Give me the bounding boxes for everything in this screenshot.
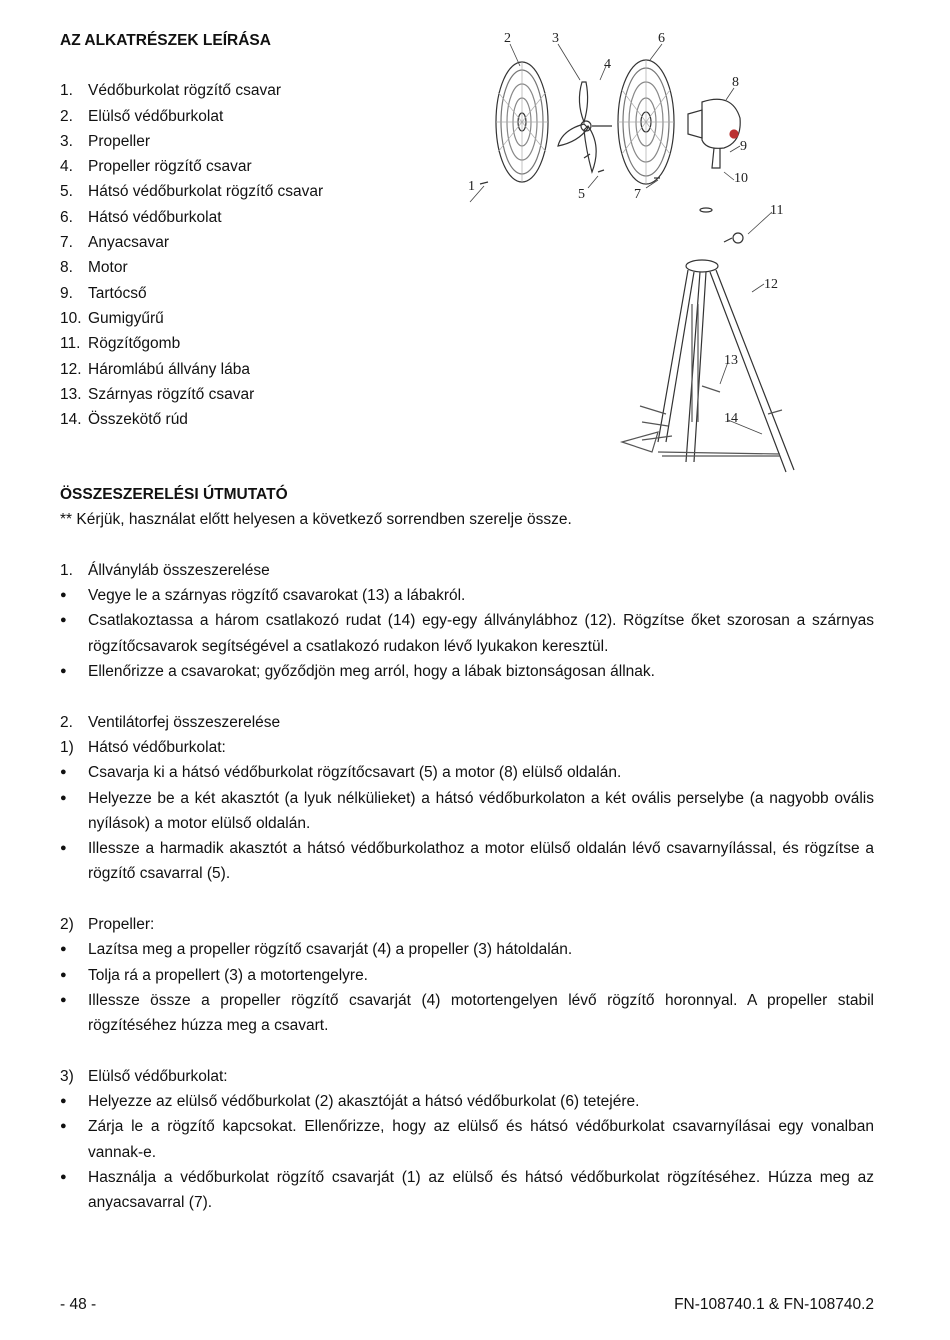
bullet-icon: ● xyxy=(60,943,67,956)
part-label: Gumigyűrű xyxy=(88,309,164,327)
step-2-title: 2. Ventilátorfej összeszerelése xyxy=(60,713,281,731)
part-number: 2. xyxy=(60,107,73,125)
motor-drawing xyxy=(688,99,740,168)
part-item xyxy=(60,306,480,331)
leader-lines xyxy=(470,44,772,434)
part-item xyxy=(60,407,480,432)
bullet-icon: ● xyxy=(60,766,67,779)
parts-rows xyxy=(60,78,480,432)
assembly-section xyxy=(60,482,874,1216)
callout-7: 7 xyxy=(634,187,641,202)
support-parts-drawing xyxy=(700,208,743,243)
part-label: Propeller rögzítő csavar xyxy=(88,158,252,176)
bullet-icon: ● xyxy=(60,1095,67,1108)
part-label: Szárnyas rögzítő csavar xyxy=(88,385,255,403)
bullet-item xyxy=(60,786,874,837)
part-label: Rögzítőgomb xyxy=(88,335,181,353)
part-item xyxy=(60,357,480,382)
part-label: Összekötő rúd xyxy=(88,411,188,429)
bullet-text: Ellenőrizze a csavarokat; győződjön meg arról, hogy a lábak biztonságosan állnak. xyxy=(88,663,655,681)
model-number: FN-108740.1 & FN-108740.2 xyxy=(674,1296,874,1313)
step-2-1-title: 1) Hátsó védőburkolat: xyxy=(60,738,226,756)
bullet-icon: ● xyxy=(60,665,67,678)
bullet-item xyxy=(60,760,874,785)
callout-3: 3 xyxy=(552,31,559,46)
bullet-text: Vegye le a szárnyas rögzítő csavarokat (13) a lábakról. xyxy=(88,587,466,605)
page-number: - 48 - xyxy=(60,1296,97,1313)
callout-11: 11 xyxy=(770,203,784,218)
callout-10: 10 xyxy=(734,171,748,186)
part-number: 9. xyxy=(60,284,73,302)
part-number: 8. xyxy=(60,259,73,277)
bullet-item xyxy=(60,659,874,684)
bullet-item xyxy=(60,1114,874,1165)
step-2-3-title: 3) Elülső védőburkolat: xyxy=(60,1067,228,1085)
bullet-text: Tolja rá a propellert (3) a motortengelyre. xyxy=(88,966,368,984)
rear-guard-drawing xyxy=(618,60,674,184)
bullet-item xyxy=(60,583,874,608)
part-label: Hátsó védőburkolat xyxy=(88,208,222,226)
callout-13: 13 xyxy=(724,353,738,368)
bullet-text: Csavarja ki a hátsó védőburkolat rögzítőcsavart (5) a motor (8) elülső oldalán. xyxy=(88,764,622,782)
part-item xyxy=(60,255,480,280)
bullet-text: Lazítsa meg a propeller rögzítő csavarját (4) a propeller (3) hátoldalán. xyxy=(88,941,573,959)
bullet-icon: ● xyxy=(60,993,67,1006)
bullet-icon: ● xyxy=(60,589,67,602)
part-label: Védőburkolat rögzítő csavar xyxy=(88,82,281,100)
callout-5: 5 xyxy=(578,187,585,202)
bullet-icon: ● xyxy=(60,791,67,804)
bullet-text: Zárja le a rögzítő kapcsokat. Ellenőrizze, hogy az elülső és hátsó védőburkolat csavarnyílásai egy vonalban vannak-e. xyxy=(88,1118,874,1161)
bullet-item xyxy=(60,1089,874,1114)
part-label: Hátsó védőburkolat rögzítő csavar xyxy=(88,183,324,201)
callout-8: 8 xyxy=(732,75,739,90)
exploded-diagram xyxy=(462,22,800,490)
bullet-item xyxy=(60,988,874,1039)
part-number: 10. xyxy=(60,309,82,327)
bullet-text: Helyezze az elülső védőburkolat (2) akasztóját a hátsó védőburkolat (6) tetejére. xyxy=(88,1093,640,1111)
part-item xyxy=(60,281,480,306)
part-label: Propeller xyxy=(88,132,151,150)
bullet-text: Illessze össze a propeller rögzítő csavarját (4) motortengelyen lévő rögzítő horonnyal. A propeller stabil rögzítéséhez húzza meg a csavart. xyxy=(88,991,874,1035)
part-item xyxy=(60,129,480,154)
callout-4: 4 xyxy=(604,57,611,72)
part-number: 3. xyxy=(60,132,73,150)
step-1-bullets xyxy=(60,583,874,684)
part-number: 4. xyxy=(60,158,73,176)
callout-12: 12 xyxy=(764,277,778,292)
bullet-text: Illessze a harmadik akasztót a hátsó védőburkolathoz a motor elülső oldalán lévő csavarnyílással, és rögzítse a rögzítő csavarral (5). xyxy=(88,840,874,883)
part-number: 1. xyxy=(60,82,73,100)
part-item xyxy=(60,179,480,204)
part-item xyxy=(60,154,480,179)
part-label: Háromlábú állvány lába xyxy=(88,360,250,378)
part-number: 5. xyxy=(60,183,73,201)
part-number: 7. xyxy=(60,234,73,252)
callout-1: 1 xyxy=(468,179,475,194)
front-guard-drawing xyxy=(496,62,548,182)
callout-14: 14 xyxy=(724,411,738,426)
step-2-1-bullets xyxy=(60,760,874,886)
bullet-item xyxy=(60,963,874,988)
assembly-intro: ** Kérjük, használat előtt helyesen a következő sorrendben szerelje össze. xyxy=(60,511,572,529)
bullet-item xyxy=(60,937,874,962)
bullet-text: Helyezze be a két akasztót (a lyuk nélkülieket) a hátsó védőburkolaton a két ovális perselybe (a nagyobb ovális nyílások) a motor elülső oldalán. xyxy=(88,789,874,832)
part-number: 12. xyxy=(60,360,82,378)
step-2-3-bullets xyxy=(60,1089,874,1215)
part-label: Tartócső xyxy=(88,284,147,302)
part-label: Motor xyxy=(88,259,128,277)
bullet-icon: ● xyxy=(60,1171,67,1184)
propeller-drawing xyxy=(558,82,612,172)
step-2-2-title: 2) Propeller: xyxy=(60,916,155,934)
part-item xyxy=(60,230,480,255)
part-number: 14. xyxy=(60,411,82,429)
part-item xyxy=(60,78,480,103)
bullet-icon: ● xyxy=(60,842,67,855)
parts-heading: AZ ALKATRÉSZEK LEÍRÁSA xyxy=(60,32,271,49)
assembly-heading: ÖSSZESZERELÉSI ÚTMUTATÓ xyxy=(60,486,288,503)
part-label: Elülső védőburkolat xyxy=(88,107,224,125)
bullet-item xyxy=(60,836,874,887)
step-2-2-bullets xyxy=(60,937,874,1038)
bullet-icon: ● xyxy=(60,1120,67,1133)
bullet-item xyxy=(60,1165,874,1216)
bullet-text: Használja a védőburkolat rögzítő csavarját (1) az elülső és hátsó védőburkolat rögzítéséhez. Húzza meg az anyacsavarral (7). xyxy=(88,1169,874,1212)
part-label: Anyacsavar xyxy=(88,234,169,252)
part-item xyxy=(60,104,480,129)
part-number: 11. xyxy=(60,335,81,353)
part-item xyxy=(60,205,480,230)
part-number: 13. xyxy=(60,385,82,403)
fan-exploded-view xyxy=(462,22,800,490)
callout-6: 6 xyxy=(658,31,665,46)
step-1-title: 1. Állványláb összeszerelése xyxy=(60,561,270,579)
bullet-icon: ● xyxy=(60,614,67,627)
bullet-icon: ● xyxy=(60,968,67,981)
callout-2: 2 xyxy=(504,31,511,46)
bullet-item xyxy=(60,608,874,659)
callout-9: 9 xyxy=(740,139,747,154)
part-number: 6. xyxy=(60,208,73,226)
part-item xyxy=(60,331,480,356)
parts-list xyxy=(60,28,480,432)
bullet-text: Csatlakoztassa a három csatlakozó rudat (14) egy-egy állványlábhoz (12). Rögzítse őket szorosan a szárnyas rögzítőcsavarok segítségével a csatlakozó rudakon lévő lyukakon keresztül. xyxy=(88,612,874,655)
part-item xyxy=(60,382,480,407)
